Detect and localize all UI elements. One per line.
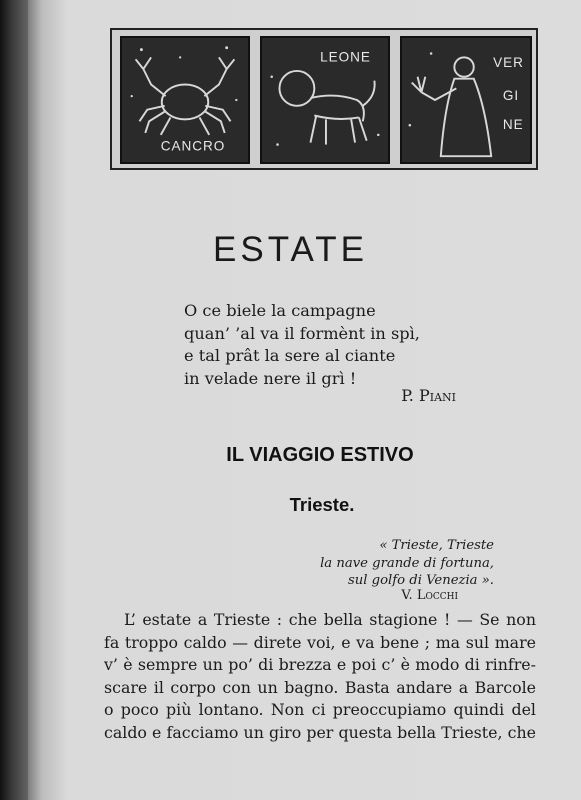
poem-author (372, 386, 456, 405)
epigraph-author (388, 588, 458, 603)
virgo-panel (400, 36, 532, 164)
body-line: scare il corpo con un bagno. Basta andare a Barcole (104, 677, 536, 697)
poem (184, 300, 420, 390)
poem-line: O ce biele la campagne (184, 301, 376, 320)
page-title: ESTATE (213, 230, 368, 269)
poem-line: in velade nere il grì ! (184, 368, 357, 388)
cancer-panel (120, 36, 250, 164)
cancro-label: CANCRO (160, 138, 226, 154)
vergine-label-3: NE (502, 117, 524, 133)
lion-icon (262, 38, 388, 162)
vergine-label-2: GI (502, 88, 520, 103)
zodiac-banner (110, 28, 538, 170)
poem-author-initial: P. (401, 386, 414, 405)
body-text (104, 609, 536, 745)
epigraph-line: la nave grande di fortuna, (320, 555, 494, 571)
poem-line: quan’ ’al va il formènt in spì, (184, 323, 420, 343)
body-line: caldo e facciamo un giro per questa bella Trieste, che (104, 722, 536, 742)
epigraph-line: « Trieste, Trieste (379, 538, 494, 553)
chapter-title: IL VIAGGIO ESTIVO (226, 444, 414, 466)
poem-author-name: Piani (418, 386, 456, 405)
body-line: L’ estate a Trieste : che bella stagione ! — Se non (124, 610, 536, 629)
epigraph-author-name: Locchi (416, 588, 458, 603)
body-line: o poco più lontano. Non ci preoccupiamo quindi del (104, 700, 536, 720)
epigraph (300, 537, 494, 590)
leo-panel (260, 36, 390, 164)
leone-label: LEONE (320, 49, 371, 65)
poem-line: e tal prât la sere al ciante (184, 346, 396, 365)
maiden-icon (402, 38, 530, 162)
body-line: v’ è sempre un po’ di brezza e poi c’ è modo di rinfre- (104, 655, 536, 675)
vergine-label-1: VER (493, 55, 524, 71)
crab-icon (122, 38, 248, 162)
section-title: Trieste. (289, 494, 355, 515)
body-line: fa troppo caldo — direte voi, e va bene ; ma sul mare (104, 632, 536, 652)
epigraph-author-initial: V. (401, 588, 413, 603)
book-spine (0, 0, 30, 800)
epigraph-line: sul golfo di Venezia ». (347, 573, 494, 588)
